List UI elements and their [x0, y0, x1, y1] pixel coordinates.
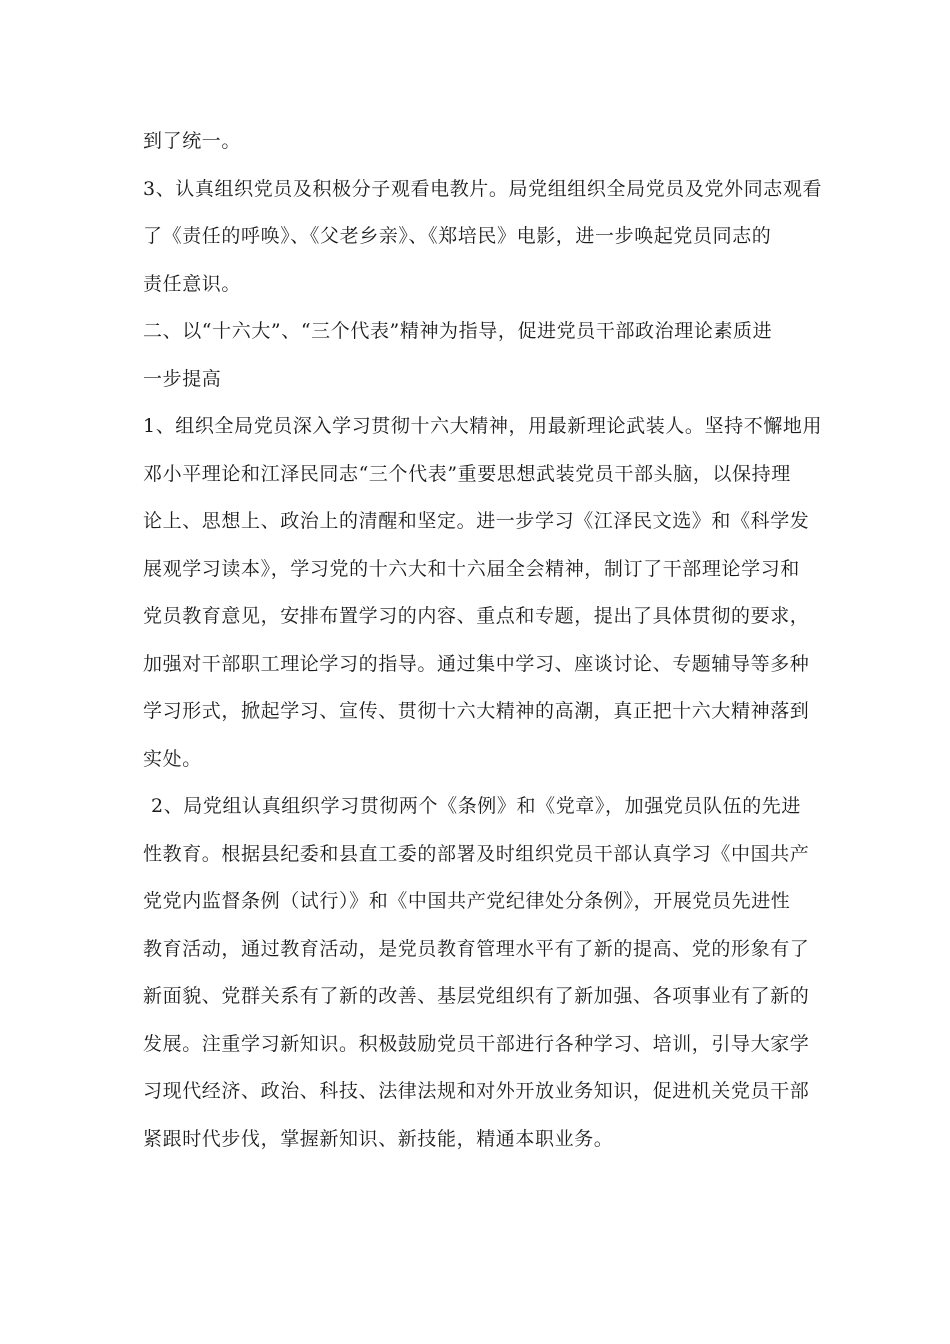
text-line: 加强对干部职工理论学习的指导。通过集中学习、座谈讨论、专题辅导等多种 [143, 652, 810, 675]
text-line: 3、认真组织党员及积极分子观看电教片。局党组组织全局党员及党外同志观看 [143, 177, 823, 200]
text-line: 教育活动，通过教育活动，是党员教育管理水平有了新的提高、党的形象有了 [143, 937, 810, 960]
text-line: 论上、思想上、政治上的清醒和坚定。进一步学习《江泽民文选》和《科学发 [143, 510, 810, 532]
text-line: 新面貌、党群关系有了新的改善、基层党组织有了新加强、各项事业有了新的 [143, 985, 810, 1007]
text-line: 1、组织全局党员深入学习贯彻十六大精神，用最新理论武装人。坚持不懈地用 [143, 415, 823, 437]
text-line: 习现代经济、政治、科技、法律法规和对外开放业务知识，促进机关党员干部 [143, 1080, 810, 1102]
text-line: 了《责任的呼唤》、《父老乡亲》、《郑培民》电影，进一步唤起党员同志的 [143, 225, 772, 247]
text-line: 党员教育意见，安排布置学习的内容、重点和专题，提出了具体贯彻的要求， [143, 605, 810, 627]
text-line: 发展。注重学习新知识。积极鼓励党员干部进行各种学习、培训，引导大家学 [143, 1032, 810, 1055]
text-line: 性教育。根据县纪委和县直工委的部署及时组织党员干部认真学习《中国共产 [143, 842, 810, 865]
text-line: 实处。 [143, 747, 202, 770]
text-line: 到了统一。 [143, 130, 242, 152]
section-heading-line: 二、以“十六大”、“三个代表”精神为指导，促进党员干部政治理论素质进 [143, 320, 773, 342]
text-line: 党党内监督条例（试行）》和《中国共产党纪律处分条例》，开展党员先进性 [143, 890, 791, 912]
text-line: 2、局党组认真组织学习贯彻两个《条例》和《党章》，加强党员队伍的先进 [151, 795, 801, 817]
section-heading-line: 一步提高 [143, 367, 222, 390]
text-line: 学习形式，掀起学习、宣传、贯彻十六大精神的高潮，真正把十六大精神落到 [143, 700, 810, 722]
text-line: 展观学习读本》，学习党的十六大和十六届全会精神，制订了干部理论学习和 [143, 557, 800, 580]
text-line: 责任意识。 [143, 272, 242, 295]
document-body [143, 118, 823, 1163]
text-line: 邓小平理论和江泽民同志“三个代表”重要思想武装党员干部头脑，以保持理 [143, 462, 791, 485]
text-line: 紧跟时代步伐，掌握新知识、新技能，精通本职业务。 [143, 1127, 614, 1150]
